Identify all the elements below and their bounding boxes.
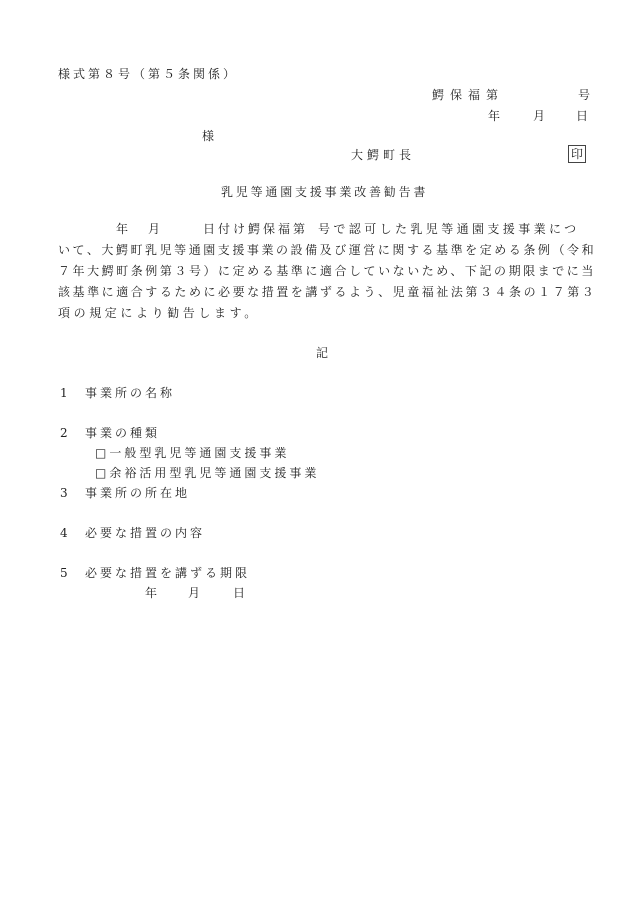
body-line5: 項の規定により勧告します。	[58, 306, 260, 320]
body-line2: いて、大鰐町乳児等通園支援事業の設備及び運営に関する基準を定める条例（令和	[58, 243, 597, 257]
date-day: 日	[576, 109, 592, 123]
ki-heading: 記	[316, 346, 332, 360]
seal-mark	[568, 145, 586, 163]
doc-number-suffix: 号	[578, 88, 594, 102]
form-number: 様式第８号（第５条関係）	[58, 67, 239, 81]
body-month: 月	[148, 222, 164, 236]
item-5-label: 必要な措置を講ずる期限	[85, 566, 251, 580]
item-1-number: 1	[60, 386, 71, 400]
item-5-year: 年	[145, 586, 161, 600]
document-title: 乳児等通園支援事業改善勧告書	[221, 185, 429, 199]
item-2-option-general: □一般型乳児等通園支援事業	[95, 446, 290, 460]
date-year: 年	[488, 109, 504, 123]
item-1-label: 事業所の名称	[85, 386, 176, 400]
body-line4: 該基準に適合するために必要な措置を講ずるよう、児童福祉法第３４条の１７第３	[58, 285, 597, 299]
body-line3: ７年大鰐町条例第３号）に定める基準に適合していないため、下記の期限までに当	[58, 264, 596, 278]
item-4-number: 4	[60, 526, 71, 540]
body-line1-a: 日付け鰐保福第	[203, 222, 309, 236]
body-year: 年	[116, 222, 132, 236]
issuer: 大鰐町長	[351, 148, 416, 162]
seal-icon: 印	[568, 145, 586, 163]
addressee-suffix: 様	[202, 129, 218, 143]
item-3-number: 3	[60, 486, 71, 500]
doc-number-prefix: 鰐保福第	[432, 88, 505, 102]
item-2-number: 2	[60, 426, 71, 440]
item-4-label: 必要な措置の内容	[85, 526, 206, 540]
item-2-label: 事業の種類	[85, 426, 161, 440]
date-month: 月	[533, 109, 549, 123]
item-5-day: 日	[233, 586, 249, 600]
item-5-month: 月	[188, 586, 204, 600]
item-2-option-surplus: □余裕活用型乳児等通園支援事業	[95, 466, 320, 480]
item-5-number: 5	[60, 566, 71, 580]
body-line1-b: 号で認可した乳児等通園支援事業につ	[318, 222, 580, 236]
item-3-label: 事業所の所在地	[85, 486, 191, 500]
